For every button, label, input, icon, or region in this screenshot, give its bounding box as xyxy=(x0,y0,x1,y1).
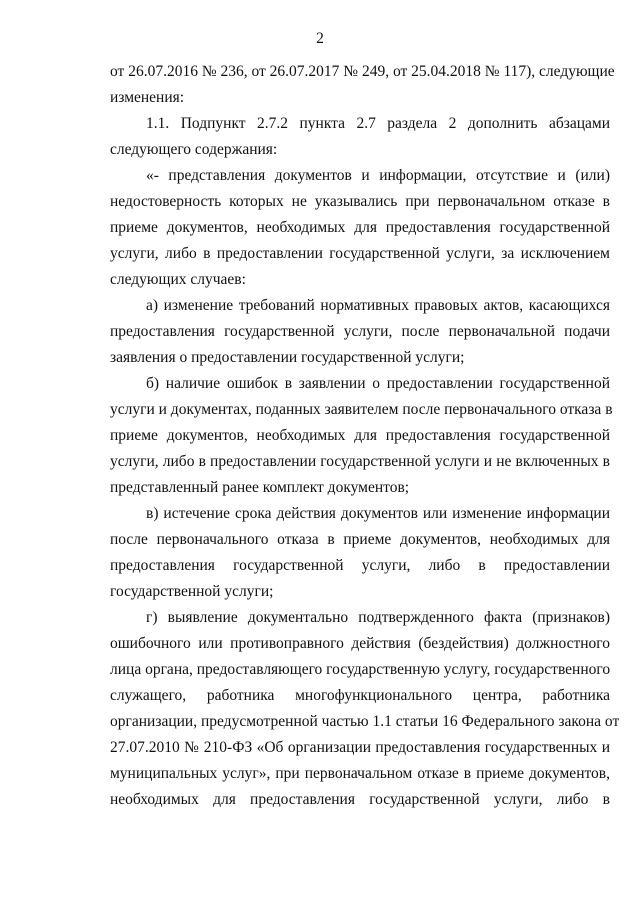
text-line: представленный ранее комплект документов; xyxy=(110,479,410,496)
text-line: б) наличие ошибок в заявлении о предоставлении государственной xyxy=(146,375,610,392)
text-line: 27.07.2010 № 210-ФЗ «Об организации предоставления государственных и xyxy=(110,739,610,756)
text-line: организации, предусмотренной частью 1.1 статьи 16 Федерального закона от xyxy=(110,713,620,730)
text-line: изменения: xyxy=(110,89,185,106)
text-line: муниципальных услуг», при первоначальном отказе в приеме документов, xyxy=(110,765,610,782)
text-line: услуги, либо в предоставлении государственной услуги и не включенных в xyxy=(110,453,610,470)
text-line: услуги, либо в предоставлении государственной услуги, за исключением xyxy=(110,245,610,262)
text-line: приеме документов, необходимых для предоставления государственной xyxy=(110,427,610,444)
text-line: лица органа, предоставляющего государственную услугу, государственного xyxy=(110,661,611,678)
text-line: от 26.07.2016 № 236, от 26.07.2017 № 249, от 25.04.2018 № 117), следующие xyxy=(110,63,615,80)
text-line: после первоначального отказа в приеме документов, необходимых для xyxy=(110,531,610,548)
text-line: заявления о предоставлении государственной услуги; xyxy=(110,349,465,366)
text-line: а) изменение требований нормативных правовых актов, касающихся xyxy=(146,297,610,314)
text-line: недостоверность которых не указывались при первоначальном отказе в xyxy=(110,193,610,210)
text-line: ошибочного или противоправного действия (бездействия) должностного xyxy=(110,635,610,652)
text-line: государственной услуги; xyxy=(110,583,274,600)
text-line: г) выявление документально подтвержденного факта (признаков) xyxy=(146,609,610,626)
text-line: следующих случаев: xyxy=(110,271,246,288)
text-line: 1.1. Подпункт 2.7.2 пункта 2.7 раздела 2 дополнить абзацами xyxy=(146,115,610,132)
text-line: услуги и документах, поданных заявителем после первоначального отказа в xyxy=(110,401,613,418)
text-line: предоставления государственной услуги, либо в предоставлении xyxy=(110,557,610,574)
text-line: в) истечение срока действия документов или изменение информации xyxy=(146,505,610,522)
text-line: предоставления государственной услуги, после первоначальной подачи xyxy=(110,323,610,340)
text-line: «- представления документов и информации, отсутствие и (или) xyxy=(146,167,610,184)
text-line: следующего содержания: xyxy=(110,141,278,158)
text-line: служащего, работника многофункционального центра, работника xyxy=(110,687,610,704)
page-number: 2 xyxy=(316,30,324,47)
text-line: приеме документов, необходимых для предоставления государственной xyxy=(110,219,610,236)
text-line: необходимых для предоставления государственной услуги, либо в xyxy=(110,791,610,808)
